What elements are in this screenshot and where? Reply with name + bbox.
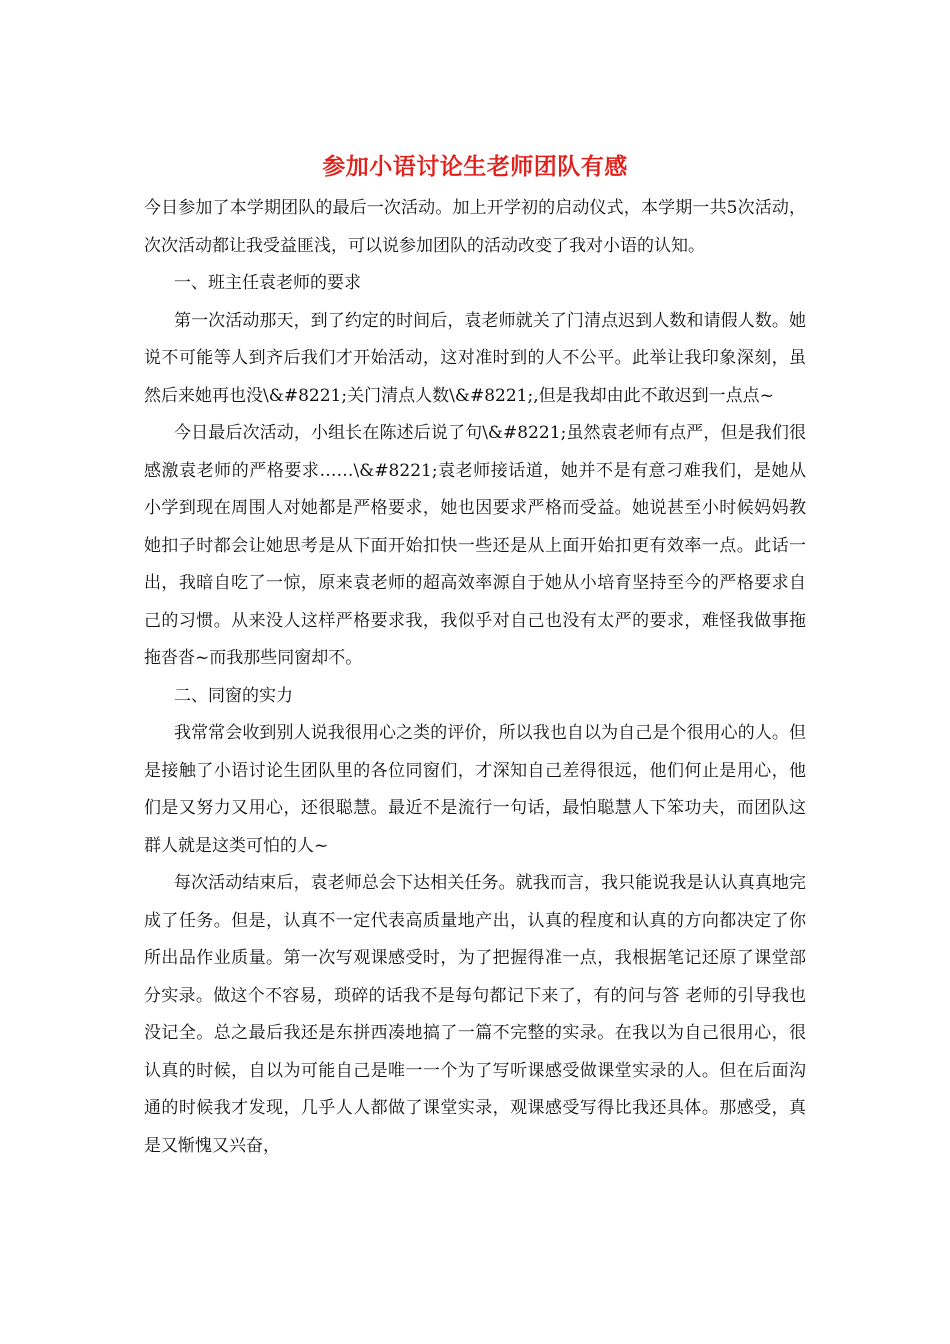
- paragraph-after-activity-tasks: 每次活动结束后，袁老师总会下达相关任务。就我而言，我只能说我是认认真真地完成了任务。但是，认真不一定代表高质量地产出，认真的程度和认真的方向都决定了你所出品作业质量。第一次写观课感受时，为了把握得准一点，我根据笔记还原了课堂部分实录。做这个不容易，琐碎的话我不是每句都记下来了，有的问与答 老师的引导我也没记全。总之最后我还是东拼西凑地搞了一篇不完整的实录。在我以为自己很用心，很认真的时候，自以为可能自己是唯一一个为了写听课感受做课堂实录的人。但在后面沟通的时候我才发现，几乎人人都做了课堂实录，观课感受写得比我还具体。那感受，真是又惭愧又兴奋，: [144, 873, 806, 1156]
- section-heading-teacher-requirements: 一、班主任袁老师的要求: [174, 273, 361, 293]
- paragraph-intro: 今日参加了本学期团队的最后一次活动。加上开学初的启动仪式，本学期一共5次活动，次次活动都让我受益匪浅，可以说参加团队的活动改变了我对小语的认知。: [144, 198, 806, 256]
- document-title: 参加小语讨论生老师团队有感: [322, 153, 628, 180]
- paragraph-last-activity: 今日最后次活动，小组长在陈述后说了句\&#8221;虽然袁老师有点严，但是我们很感激袁老师的严格要求……\&#8221;袁老师接话道，她并不是有意刁难我们，是她从小学到现在周围人对她都是严格要求，她也因要求严格而受益。她说甚至小时候妈妈教她扣子时都会让她思考是从下面开始扣快一些还是从上面开始扣更有效率一点。此话一出，我暗自吃了一惊，原来袁老师的超高效率源自于她从小培育坚持至今的严格要求自己的习惯。从来没人这样严格要求我，我似乎对自己也没有太严的要求，难怪我做事拖拖沓沓~而我那些同窗却不。: [144, 423, 806, 668]
- document-body: [144, 190, 806, 1165]
- paragraph-first-activity: 第一次活动那天，到了约定的时间后，袁老师就关了门清点迟到人数和请假人数。她说不可能等人到齐后我们才开始活动，这对准时到的人不公平。此举让我印象深刻，虽然后来她再也没\&#8221;关门清点人数\&#8221;,但是我却由此不敢迟到一点点~: [144, 310, 806, 406]
- paragraph-classmates-effort: 我常常会收到别人说我很用心之类的评价，所以我也自以为自己是个很用心的人。但是接触了小语讨论生团队里的各位同窗们，才深知自己差得很远，他们何止是用心，他们是又努力又用心，还很聪慧。最近不是流行一句话，最怕聪慧人下笨功夫，而团队这群人就是这类可怕的人~: [144, 723, 806, 856]
- section-heading-classmates: 二、同窗的实力: [174, 685, 293, 706]
